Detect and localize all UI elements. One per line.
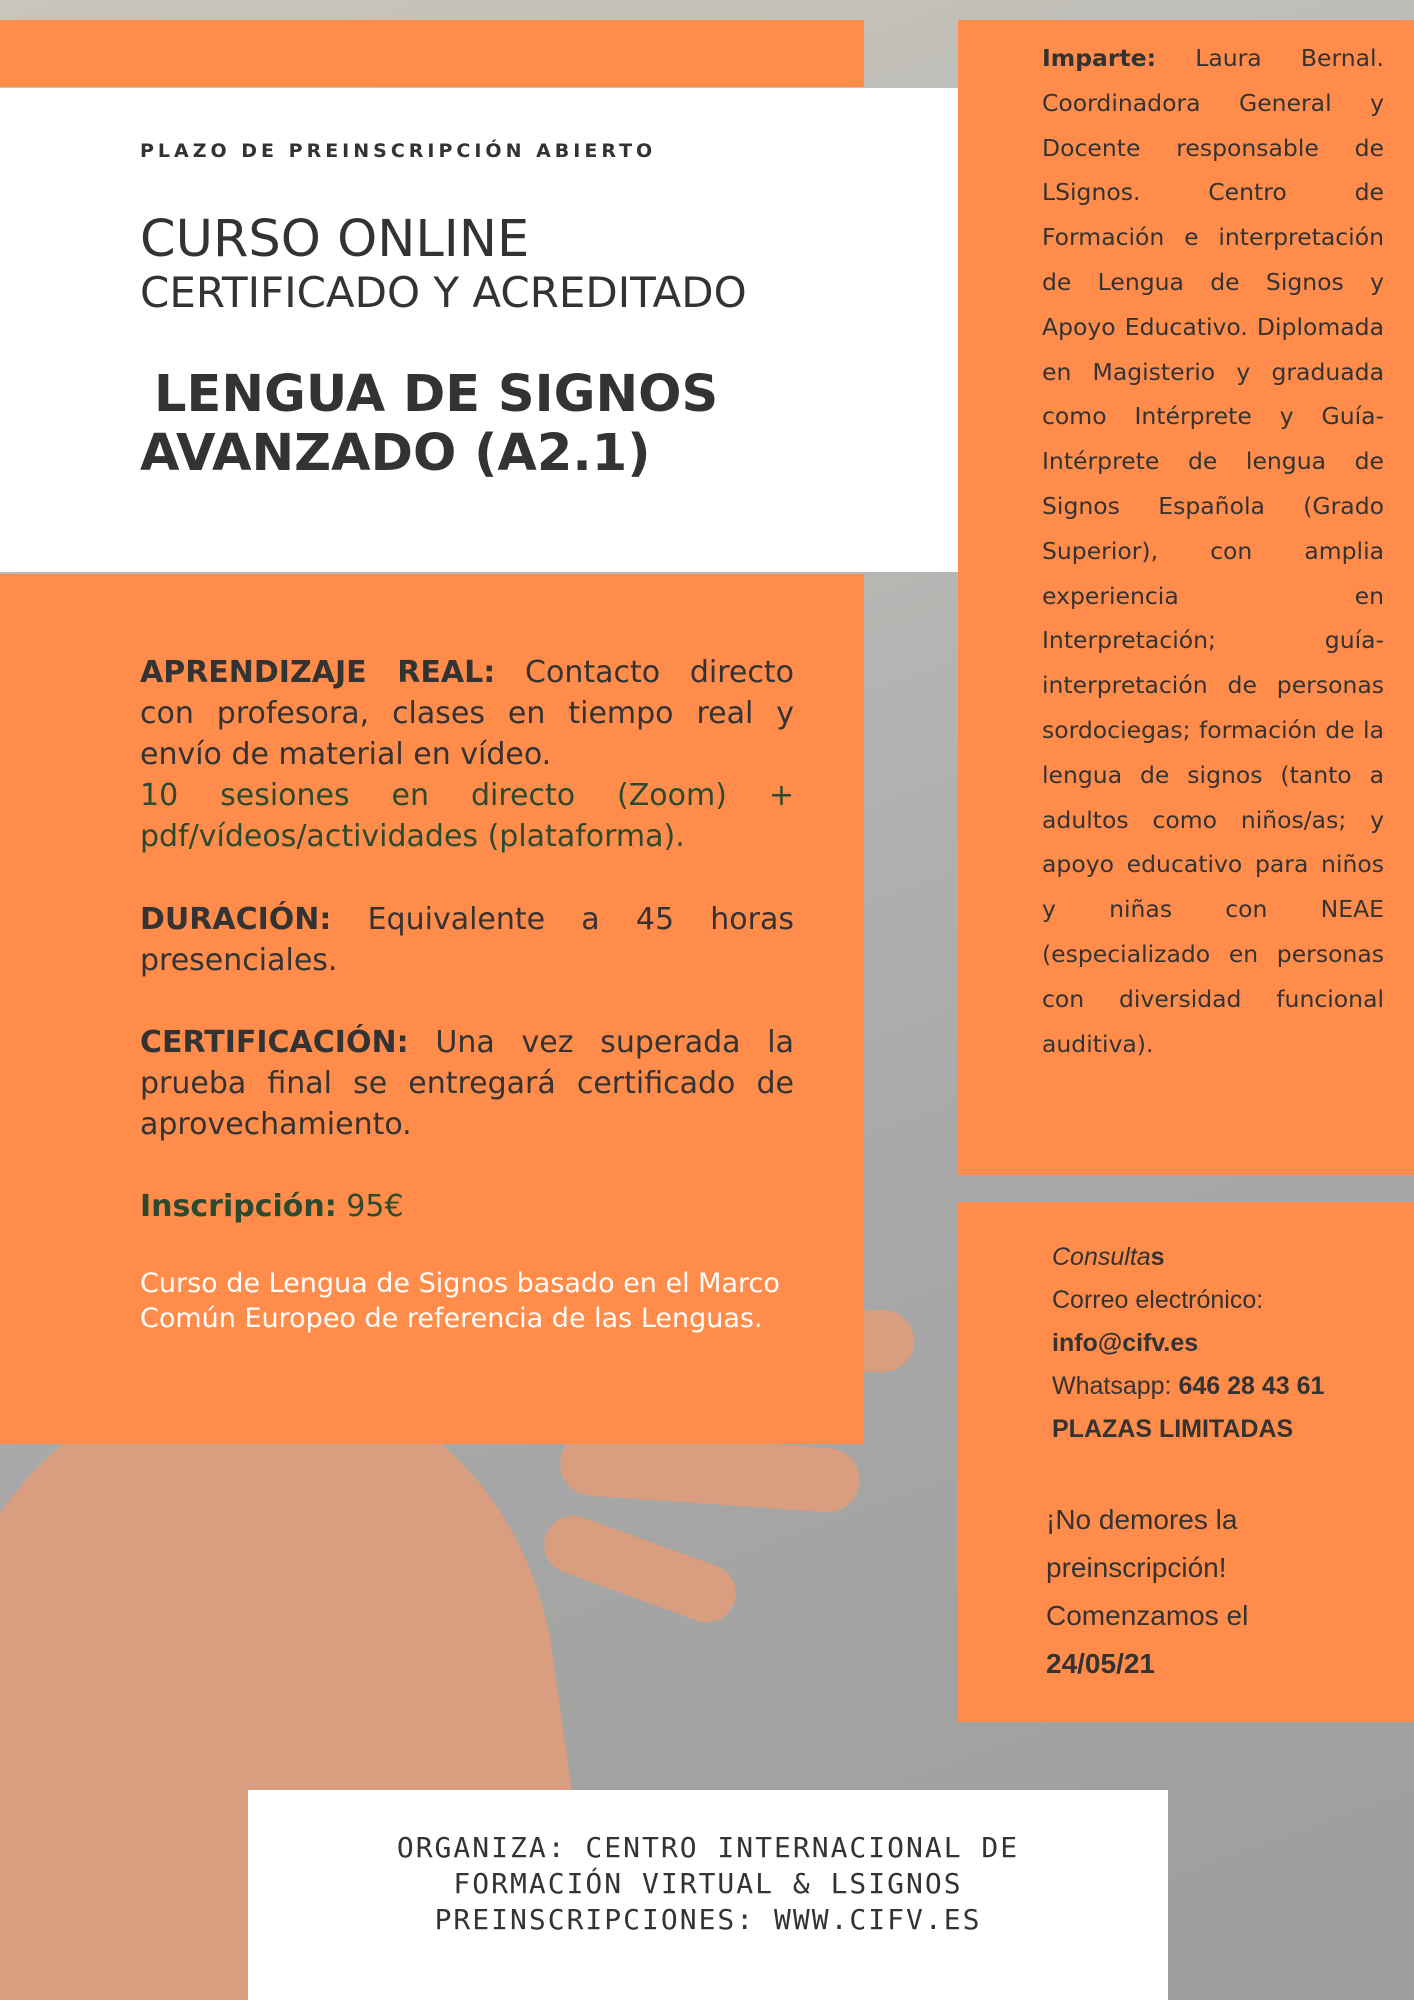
footer-website[interactable]: PREINSCRIPCIONES: WWW.CIFV.ES	[434, 1903, 982, 1936]
reminder-line3: Comenzamos el	[1046, 1600, 1249, 1631]
fee-section	[140, 1186, 794, 1227]
whatsapp-number[interactable]: 646 28 43 61	[1178, 1372, 1325, 1400]
sessions-text: 10 sesiones en directo (Zoom) + pdf/vídeos/actividades (plataforma).	[140, 778, 794, 854]
certification-label: CERTIFICACIÓN:	[140, 1025, 409, 1060]
contact-info	[1052, 1236, 1392, 1451]
reminder-line2: preinscripción!	[1046, 1552, 1227, 1583]
organizer-footer	[248, 1830, 1168, 1938]
reminder-line1: ¡No demores la	[1046, 1504, 1238, 1535]
fee-value: 95€	[346, 1189, 404, 1224]
duration-section	[140, 899, 794, 981]
contact-heading: Consultas	[1052, 1243, 1165, 1271]
registration-open-label: PLAZO DE PREINSCRIPCIÓN ABIERTO	[140, 140, 657, 162]
footer-line2: FORMACIÓN VIRTUAL & LSIGNOS	[453, 1867, 963, 1900]
certification-text: Una vez superada la prueba final se entregará certificado de aprovechamiento.	[140, 1025, 794, 1142]
start-reminder	[1046, 1496, 1386, 1688]
page-title-line2: AVANZADO (A2.1)	[140, 423, 651, 483]
learning-label: APRENDIZAJE REAL:	[140, 655, 496, 690]
footer-line1: ORGANIZA: CENTRO INTERNACIONAL DE	[396, 1831, 1020, 1864]
learning-section	[140, 652, 794, 775]
page-title-line1: LENGUA DE SIGNOS	[154, 365, 719, 424]
framework-text: Curso de Lengua de Signos basado en el Marco Común Europeo de referencia de las Lenguas.	[140, 1268, 780, 1334]
email-label: Correo electrónico:	[1052, 1286, 1264, 1314]
teacher-bio-text: Laura Bernal. Coordinadora General y Docente responsable de LSignos. Centro de Formación e interpretación de Lengua de Signos y Apoyo Educativo. Diplomada en Magisterio y graduada como Intérprete y Guía-Intérprete de lengua de Signos Española (Grado Superior), con amplia experiencia en Interpretación; guía-interpretación de personas sordociegas; formación de la lengua de signos (tanto a adultos como niños/as; y apoyo educativo para niños y niñas con NEAE (especializado en personas con diversidad funcional auditiva).	[1042, 44, 1384, 1058]
certification-section	[140, 1022, 794, 1145]
start-date: 24/05/21	[1046, 1648, 1155, 1679]
teacher-bio	[1042, 36, 1384, 1066]
course-accreditation: CERTIFICADO Y ACREDITADO	[140, 268, 747, 317]
email-link[interactable]: info@cifv.es	[1052, 1329, 1199, 1357]
course-type: CURSO ONLINE	[140, 210, 530, 269]
duration-label: DURACIÓN:	[140, 902, 332, 937]
hand-photo-finger-2	[536, 1508, 744, 1631]
duration-text: Equivalente a 45 horas presenciales.	[140, 902, 794, 978]
teacher-label: Imparte:	[1042, 44, 1157, 72]
whatsapp-line: Whatsapp: 646 28 43 61	[1052, 1372, 1325, 1400]
learning-text: Contacto directo con profesora, clases en tiempo real y envío de material en vídeo.	[140, 655, 794, 772]
page-title	[140, 366, 718, 483]
limited-places: PLAZAS LIMITADAS	[1052, 1415, 1294, 1443]
fee-label: Inscripción:	[140, 1189, 337, 1224]
top-orange-strip	[0, 20, 864, 87]
